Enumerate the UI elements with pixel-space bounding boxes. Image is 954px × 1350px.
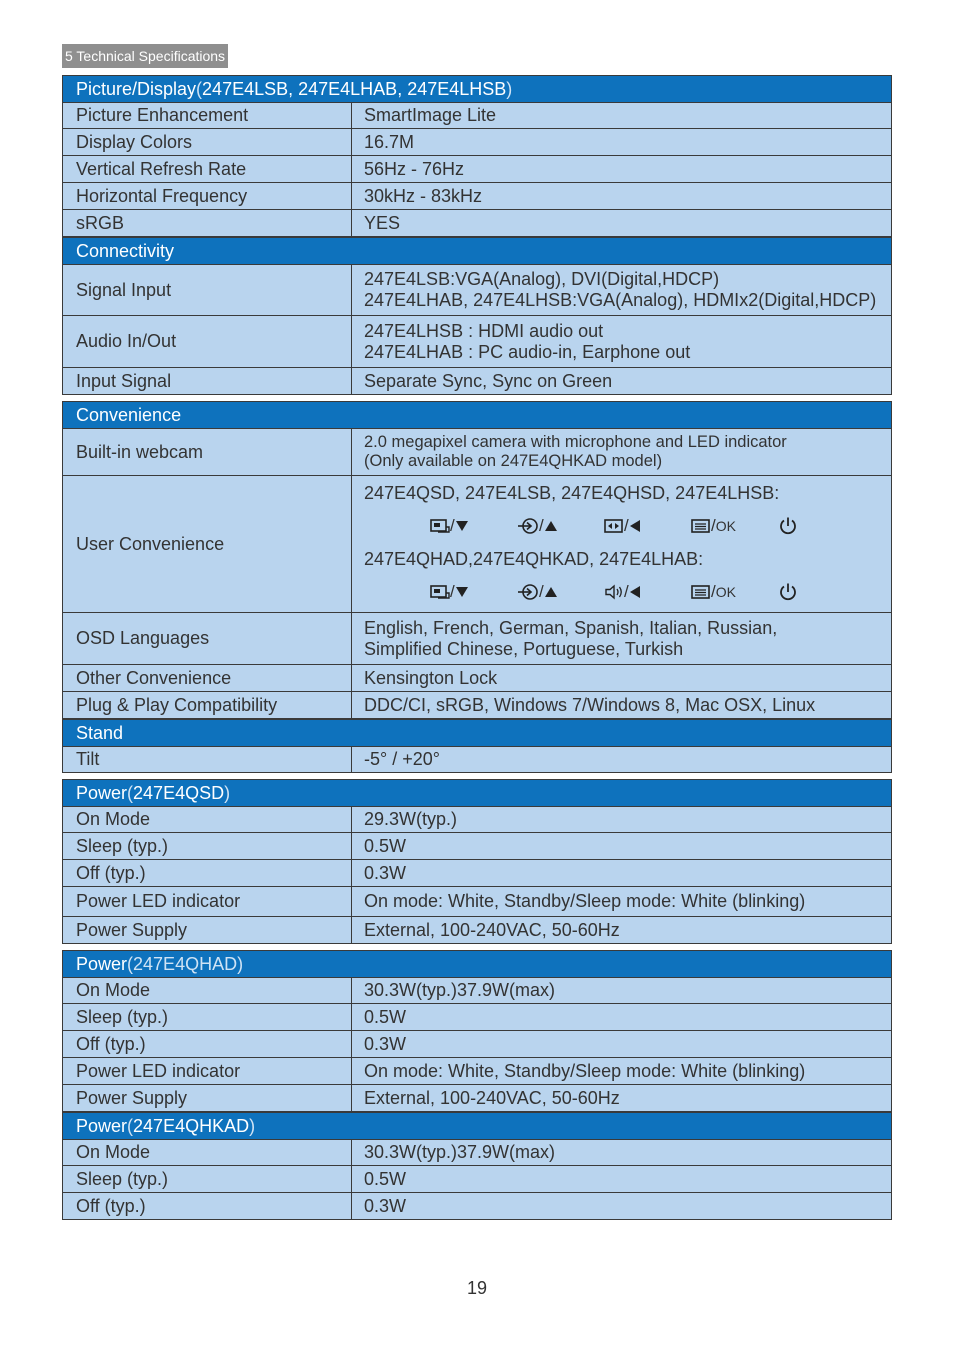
row-label: Off (typ.): [63, 1031, 352, 1057]
section-title-paren: ): [249, 1116, 256, 1136]
row-value: On mode: White, Standby/Sleep mode: White (blinking): [364, 1060, 806, 1081]
value-line: Simplified Chinese, Portuguese, Turkish: [364, 638, 684, 659]
section-title-paren: ): [224, 783, 231, 803]
row-value: 56Hz - 76Hz: [364, 158, 465, 179]
input-up-icon: [517, 582, 604, 602]
ok-label: OK: [715, 518, 736, 534]
row-label: Power Supply: [63, 917, 352, 943]
section-title-models: 247E4LSB, 247E4LHAB, 247E4LHSB: [202, 79, 507, 99]
slash-separator: /: [450, 516, 455, 535]
section-title: Convenience: [76, 405, 182, 425]
section-title-models: 247E4QHKAD: [133, 1116, 250, 1136]
row-value: External, 100-240VAC, 50-60Hz: [364, 1087, 620, 1108]
smartimage-down-icon: [430, 516, 517, 536]
row-value: [352, 429, 891, 475]
table-row: [62, 1004, 892, 1031]
section-title: Power: [76, 954, 128, 974]
section-title-paren: ): [506, 79, 513, 99]
table-row: [62, 917, 892, 944]
row-label: Sleep (typ.): [63, 1166, 352, 1192]
slash-separator: /: [450, 582, 455, 601]
value-line: 247E4LHAB, 247E4LHSB:VGA(Analog), HDMIx2(Digital,HDCP): [364, 290, 877, 310]
table-row: [62, 129, 892, 156]
row-label: Built-in webcam: [63, 429, 352, 475]
row-label: Off (typ.): [63, 860, 352, 886]
row-label: User Convenience: [63, 476, 352, 612]
section-title: Stand: [76, 723, 124, 743]
volume-left-icon: [604, 582, 691, 602]
table-row: [62, 887, 892, 917]
section-title-models: 247E4QSD: [133, 783, 225, 803]
table-row: [62, 1058, 892, 1085]
table-row: [62, 210, 892, 237]
row-label: Signal Input: [63, 265, 352, 315]
row-label: Display Colors: [63, 129, 352, 155]
section-title-paren: (: [196, 79, 203, 99]
spec-table: [62, 75, 892, 1220]
row-value: Kensington Lock: [364, 667, 498, 688]
power-icon: [778, 516, 865, 536]
value-line: 247E4LHSB : HDMI audio out: [364, 320, 604, 341]
table-row: [62, 1085, 892, 1112]
row-label: Horizontal Frequency: [63, 183, 352, 209]
row-value: 16.7M: [364, 131, 415, 152]
table-row: [62, 665, 892, 692]
section-header-connectivity: [62, 237, 892, 264]
row-value: YES: [364, 212, 401, 233]
menu-ok-icon: [691, 582, 778, 602]
row-value: 0.3W: [364, 862, 407, 883]
value-line: 247E4QHAD,247E4QHKAD, 247E4LHAB:: [364, 549, 704, 569]
table-row: [62, 833, 892, 860]
menu-ok-icon: [691, 516, 778, 536]
row-label: Input Signal: [63, 368, 352, 394]
table-row: [62, 746, 892, 773]
table-row: [62, 264, 892, 316]
row-label: Sleep (typ.): [63, 833, 352, 859]
value-line: 2.0 megapixel camera with microphone and LED indicator: [364, 433, 787, 451]
row-value: 0.3W: [364, 1195, 407, 1216]
row-label: Audio In/Out: [63, 316, 352, 367]
value-line: (Only available on 247E4QHKAD model): [364, 452, 663, 470]
row-value: [352, 613, 891, 664]
row-value: 29.3W(typ.): [364, 809, 458, 829]
page-number: 19: [466, 1278, 488, 1298]
row-label: On Mode: [63, 1140, 352, 1165]
input-up-icon: [517, 516, 604, 536]
table-row: [62, 977, 892, 1004]
row-value: SmartImage Lite: [364, 105, 497, 125]
value-line: 247E4LSB:VGA(Analog), DVI(Digital,HDCP): [364, 269, 720, 289]
table-row: [62, 1031, 892, 1058]
row-value: 0.5W: [364, 1168, 407, 1189]
chapter-tab: 5 Technical Specifications: [62, 44, 228, 68]
table-row: [62, 368, 892, 395]
slash-separator: /: [711, 582, 716, 601]
row-label: Power LED indicator: [63, 887, 352, 916]
slash-separator: /: [711, 516, 716, 535]
aspect-left-icon: [604, 516, 691, 536]
row-label: On Mode: [63, 978, 352, 1003]
row-label: Tilt: [63, 747, 352, 772]
table-row: [62, 476, 892, 613]
value-line: English, French, German, Spanish, Italian, Russian,: [364, 617, 778, 638]
section-title: Connectivity: [76, 241, 175, 261]
slash-separator: /: [624, 582, 629, 601]
section-title: Power: [76, 783, 128, 803]
table-row: [62, 102, 892, 129]
table-row: [62, 316, 892, 368]
section-header-power-qhkad: [62, 1112, 892, 1139]
section-header-power-qsd: [62, 779, 892, 806]
row-label: On Mode: [63, 807, 352, 832]
row-value: 30kHz - 83kHz: [364, 185, 483, 206]
section-header-picture: [62, 75, 892, 102]
row-value: -5° / +20°: [364, 749, 440, 769]
row-label: Off (typ.): [63, 1193, 352, 1219]
table-row: [62, 1139, 892, 1166]
value-line: 247E4LHAB : PC audio-in, Earphone out: [364, 341, 691, 362]
row-value: On mode: White, Standby/Sleep mode: White (blinking): [364, 891, 806, 911]
table-row: [62, 692, 892, 719]
row-label: Power LED indicator: [63, 1058, 352, 1084]
table-row: [62, 1166, 892, 1193]
row-value: 30.3W(typ.)37.9W(max): [364, 1142, 556, 1162]
section-title-paren: (: [127, 783, 134, 803]
section-title: Power: [76, 1116, 128, 1136]
slash-separator: /: [539, 582, 544, 601]
row-value: 30.3W(typ.)37.9W(max): [364, 980, 556, 1000]
section-title-models: (247E4QHAD): [127, 954, 244, 974]
row-label: Vertical Refresh Rate: [63, 156, 352, 182]
row-label: OSD Languages: [63, 613, 352, 664]
row-value: [352, 476, 891, 612]
ok-label: OK: [715, 584, 736, 600]
row-value: Separate Sync, Sync on Green: [364, 370, 613, 391]
row-label: Sleep (typ.): [63, 1004, 352, 1030]
row-value: DDC/CI, sRGB, Windows 7/Windows 8, Mac OSX, Linux: [364, 694, 816, 715]
row-label: Other Convenience: [63, 665, 352, 691]
row-value: 0.5W: [364, 1006, 407, 1027]
table-row: [62, 860, 892, 887]
table-row: [62, 1193, 892, 1220]
value-line: 247E4QSD, 247E4LSB, 247E4QHSD, 247E4LHSB:: [364, 483, 780, 503]
section-header-convenience: [62, 401, 892, 428]
smartimage-down-icon: [430, 582, 517, 602]
table-row: [62, 183, 892, 210]
row-label: sRGB: [63, 210, 352, 236]
row-value: [352, 316, 891, 367]
button-icons-row: [364, 506, 891, 546]
row-label: Picture Enhancement: [63, 103, 352, 128]
row-value: [352, 265, 891, 315]
row-value: 0.3W: [364, 1033, 407, 1054]
slash-separator: /: [624, 516, 629, 535]
row-label: Plug & Play Compatibility: [63, 692, 352, 718]
row-value: External, 100-240VAC, 50-60Hz: [364, 919, 620, 940]
table-row: [62, 428, 892, 476]
section-header-stand: [62, 719, 892, 746]
button-icons-row: [364, 572, 891, 612]
section-title: Picture/Display: [76, 79, 197, 99]
table-row: [62, 156, 892, 183]
row-value: 0.5W: [364, 835, 407, 856]
slash-separator: /: [539, 516, 544, 535]
section-title-paren: (: [127, 1116, 134, 1136]
table-row: [62, 613, 892, 665]
section-header-power-qhad: [62, 950, 892, 977]
table-row: [62, 806, 892, 833]
row-label: Power Supply: [63, 1085, 352, 1111]
power-icon: [778, 582, 865, 602]
